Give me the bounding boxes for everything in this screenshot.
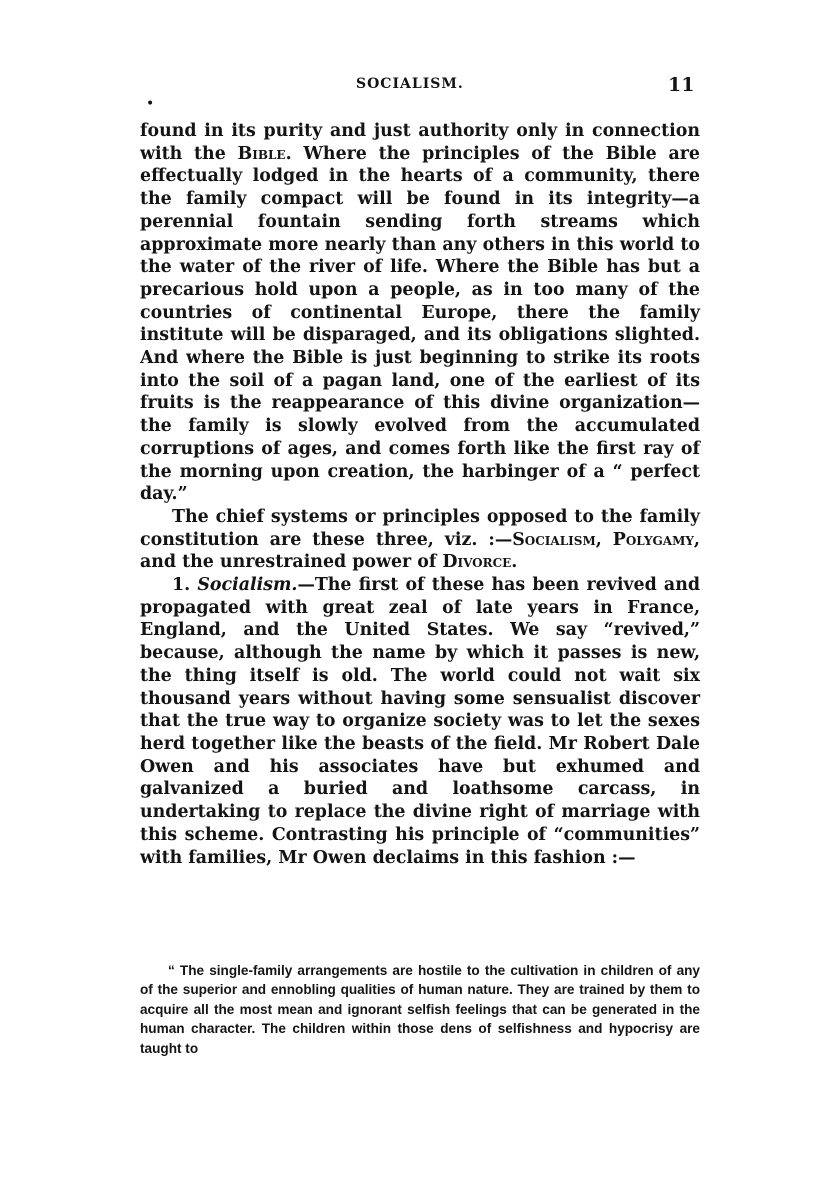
- polygamy-term: Polygamy,: [612, 529, 700, 550]
- section-heading: Socialism.: [197, 575, 298, 596]
- margin-mark: •: [146, 96, 155, 112]
- bible-term: Bible.: [237, 143, 292, 164]
- quoted-extract: [140, 961, 700, 1058]
- socialism-term: Socialism,: [512, 529, 602, 550]
- body-text: [140, 120, 700, 869]
- paragraph-1: found in its purity and just authority only in connection with the Bible. Where the principles of the Bible are effectually lodged in the hearts of a community, there the family compact will be found in its integrity—a perennial fountain sending forth streams which approximate more nearly than any others in this world to the water of the river of life. Where the Bible has but a precarious hold upon a people, as in too many of the countries of continental Europe, there the family institute will be disparaged, and its obligations slighted. And where the Bible is just beginning to strike its roots into the soil of a pagan land, one of the earliest of its fruits is the reappearance of this divine organization—the family is slowly evolved from the accumulated corruptions of ages, and comes forth like the first ray of the morning upon creation, the harbinger of a “ perfect day.”: [140, 121, 700, 505]
- page-number: 11: [668, 74, 695, 96]
- paragraph-2: The chief systems or principles opposed to the family constitution are these three, viz. :—Socialism, Polygamy, and the unrestrained power of Divorce.: [140, 506, 700, 573]
- section-number: 1.: [172, 575, 191, 596]
- extract-paragraph: “ The single-family arrangements are hostile to the cultivation in children of any of the superior and ennobling qualities of human nature. They are trained by them to acquire all the most mean and ignorant selfish feelings that can be generated in the human character. The children within those dens of selfishness and hypocrisy are taught to: [140, 963, 700, 1056]
- paragraph-3: 1. Socialism.—The first of these has been revived and propagated with great zeal of late years in France, England, and the United States. We say “revived,” because, although the name by which it passes is new, the thing itself is old. The world could not wait six thousand years without having some sensualist discover that the true way to organize society was to let the sexes herd together like the beasts of the field. Mr Robert Dale Owen and his associates have but exhumed and galvanized a buried and loathsome carcass, in undertaking to replace the divine right of marriage with this scheme. Contrasting his principle of “communities” with families, Mr Owen declaims in this fashion :—: [140, 575, 701, 868]
- running-head: SOCIALISM.: [356, 76, 464, 92]
- divorce-term: Divorce.: [442, 552, 518, 573]
